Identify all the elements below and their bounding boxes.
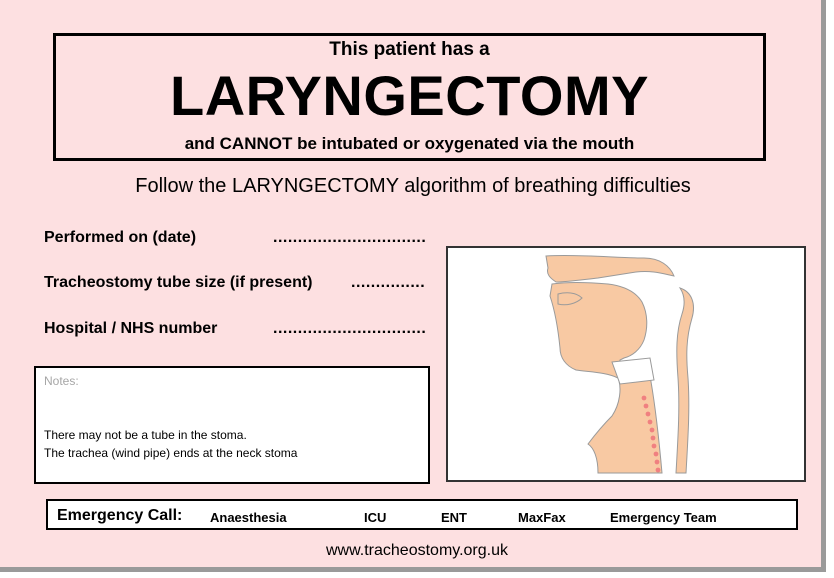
title-line-1: This patient has a [329, 39, 490, 60]
emergency-item-team: Emergency Team [610, 510, 717, 525]
tube-size-label: Tracheostomy tube size (if present) [44, 274, 313, 291]
emergency-item-ent: ENT [441, 510, 467, 525]
tube-size-blank: ............... [351, 274, 426, 291]
algorithm-instruction: Follow the LARYNGECTOMY algorithm of breathing difficulties [135, 175, 691, 197]
hospital-number-blank: ............................... [273, 320, 427, 337]
title-line-3: and CANNOT be intubated or oxygenated via the mouth [184, 134, 635, 153]
emergency-call-label: Emergency Call: [57, 507, 183, 524]
hospital-number-label: Hospital / NHS number [44, 320, 218, 337]
emergency-item-maxfax: MaxFax [518, 510, 566, 525]
website-link[interactable]: www.tracheostomy.org.uk [326, 542, 508, 559]
neck-anatomy-diagram [446, 246, 806, 482]
emergency-call-bar [46, 499, 798, 530]
notes-label: Notes: [44, 374, 79, 388]
nasal-cavity [546, 255, 674, 282]
pharynx-wall [676, 288, 694, 473]
notes-line: There may not be a tube in the stoma. [44, 428, 247, 442]
emergency-item-icu: ICU [364, 510, 387, 525]
notes-line: The trachea (wind pipe) ends at the neck stoma [44, 446, 298, 460]
performed-on-label: Performed on (date) [44, 229, 197, 246]
warning-title-box [53, 33, 766, 161]
neck-anatomy-illustration [448, 248, 804, 480]
title-main: LARYNGECTOMY [170, 64, 649, 127]
notes-box [34, 366, 430, 484]
performed-on-blank: ............................... [273, 229, 427, 246]
emergency-item-anaesthesia: Anaesthesia [210, 510, 287, 525]
stoma-tube [612, 358, 654, 384]
